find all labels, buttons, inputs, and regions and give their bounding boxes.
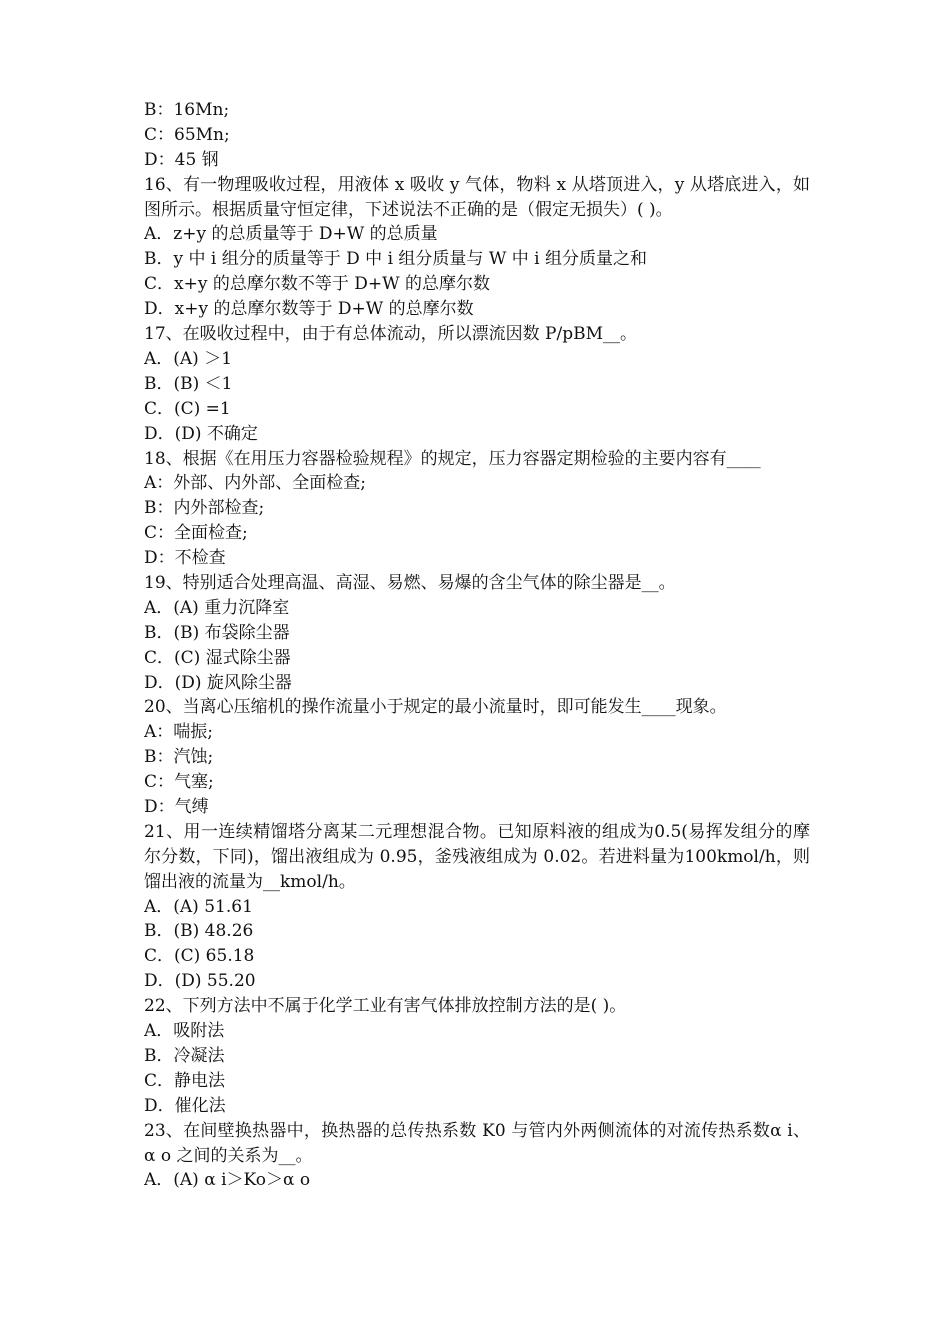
option-d: D．催化法: [144, 1095, 226, 1116]
option-b: B：汽蚀;: [144, 747, 214, 768]
option-c: C．(C) =1: [144, 398, 231, 419]
option-a: A：外部、内外部、全面检查;: [144, 473, 367, 494]
option-b: B．(B) 48.26: [144, 921, 254, 942]
option-a: A．(A) ＞1: [144, 348, 233, 369]
option-a: A．吸附法: [144, 1021, 225, 1042]
question-21: 21、用一连续精馏塔分离某二元理想混合物。已知原料液的组成为0.5(易挥发组分的摩尔分数，下同)，馏出液组成为 0.95，釜残液组成为 0.02。若进料量为100kmol/h，则馏出液的流量为__kmol/h。: [144, 821, 810, 892]
option-d: D：气缚: [144, 796, 209, 817]
question-18: 18、根据《在用压力容器检验规程》的规定，压力容器定期检验的主要内容有____: [144, 448, 761, 469]
option-c: C．静电法: [144, 1070, 226, 1091]
option-a: A：喘振;: [144, 722, 214, 743]
option-c: C：65Mn;: [144, 124, 230, 145]
question-20: 20、当离心压缩机的操作流量小于规定的最小流量时，即可能发生____现象。: [144, 697, 727, 718]
option-b: B．冷凝法: [144, 1045, 225, 1066]
option-a: A．(A) α i＞Ko＞α o: [144, 1170, 311, 1191]
option-d: D．(D) 旋风除尘器: [144, 672, 292, 693]
option-c: C：全面检查;: [144, 523, 248, 544]
question-17: 17、在吸收过程中，由于有总体流动，所以漂流因数 P/pBM__。: [144, 324, 637, 345]
question-22: 22、下列方法中不属于化学工业有害气体排放控制方法的是( )。: [144, 996, 627, 1017]
option-c: C：气塞;: [144, 772, 214, 793]
option-b: B．(B) ＜1: [144, 373, 233, 394]
document-page: [144, 98, 810, 1193]
option-a: A．(A) 51.61: [144, 896, 253, 917]
option-d: D：不检查: [144, 548, 226, 569]
option-c: C．x+y 的总摩尔数不等于 D+W 的总摩尔数: [144, 274, 491, 295]
option-c: C．(C) 65.18: [144, 946, 255, 967]
option-a: A．(A) 重力沉降室: [144, 597, 290, 618]
question-19: 19、特别适合处理高温、高湿、易燃、易爆的含尘气体的除尘器是__。: [144, 572, 676, 593]
option-b: B．(B) 布袋除尘器: [144, 622, 290, 643]
question-23: 23、在间壁换热器中，换热器的总传热系数 K0 与管内外两侧流体的对流传热系数α i、α o 之间的关系为__。: [144, 1120, 810, 1166]
option-b: B．y 中 i 组分的质量等于 D 中 i 组分质量与 W 中 i 组分质量之和: [144, 249, 647, 270]
option-a: A．z+y 的总质量等于 D+W 的总质量: [144, 224, 438, 245]
option-d: D．(D) 55.20: [144, 971, 256, 992]
option-d: D．x+y 的总摩尔数等于 D+W 的总摩尔数: [144, 299, 474, 320]
option-b: B：16Mn;: [144, 100, 230, 120]
option-c: C．(C) 湿式除尘器: [144, 647, 291, 668]
option-d: D．(D) 不确定: [144, 423, 258, 444]
option-d: D：45 钢: [144, 149, 219, 170]
question-16: 16、有一物理吸收过程，用液体 x 吸收 y 气体，物料 x 从塔顶进入，y 从塔底进入，如图所示。根据质量守恒定律，下述说法不正确的是（假定无损失）( )。: [144, 174, 810, 220]
option-b: B：内外部检查;: [144, 498, 265, 519]
